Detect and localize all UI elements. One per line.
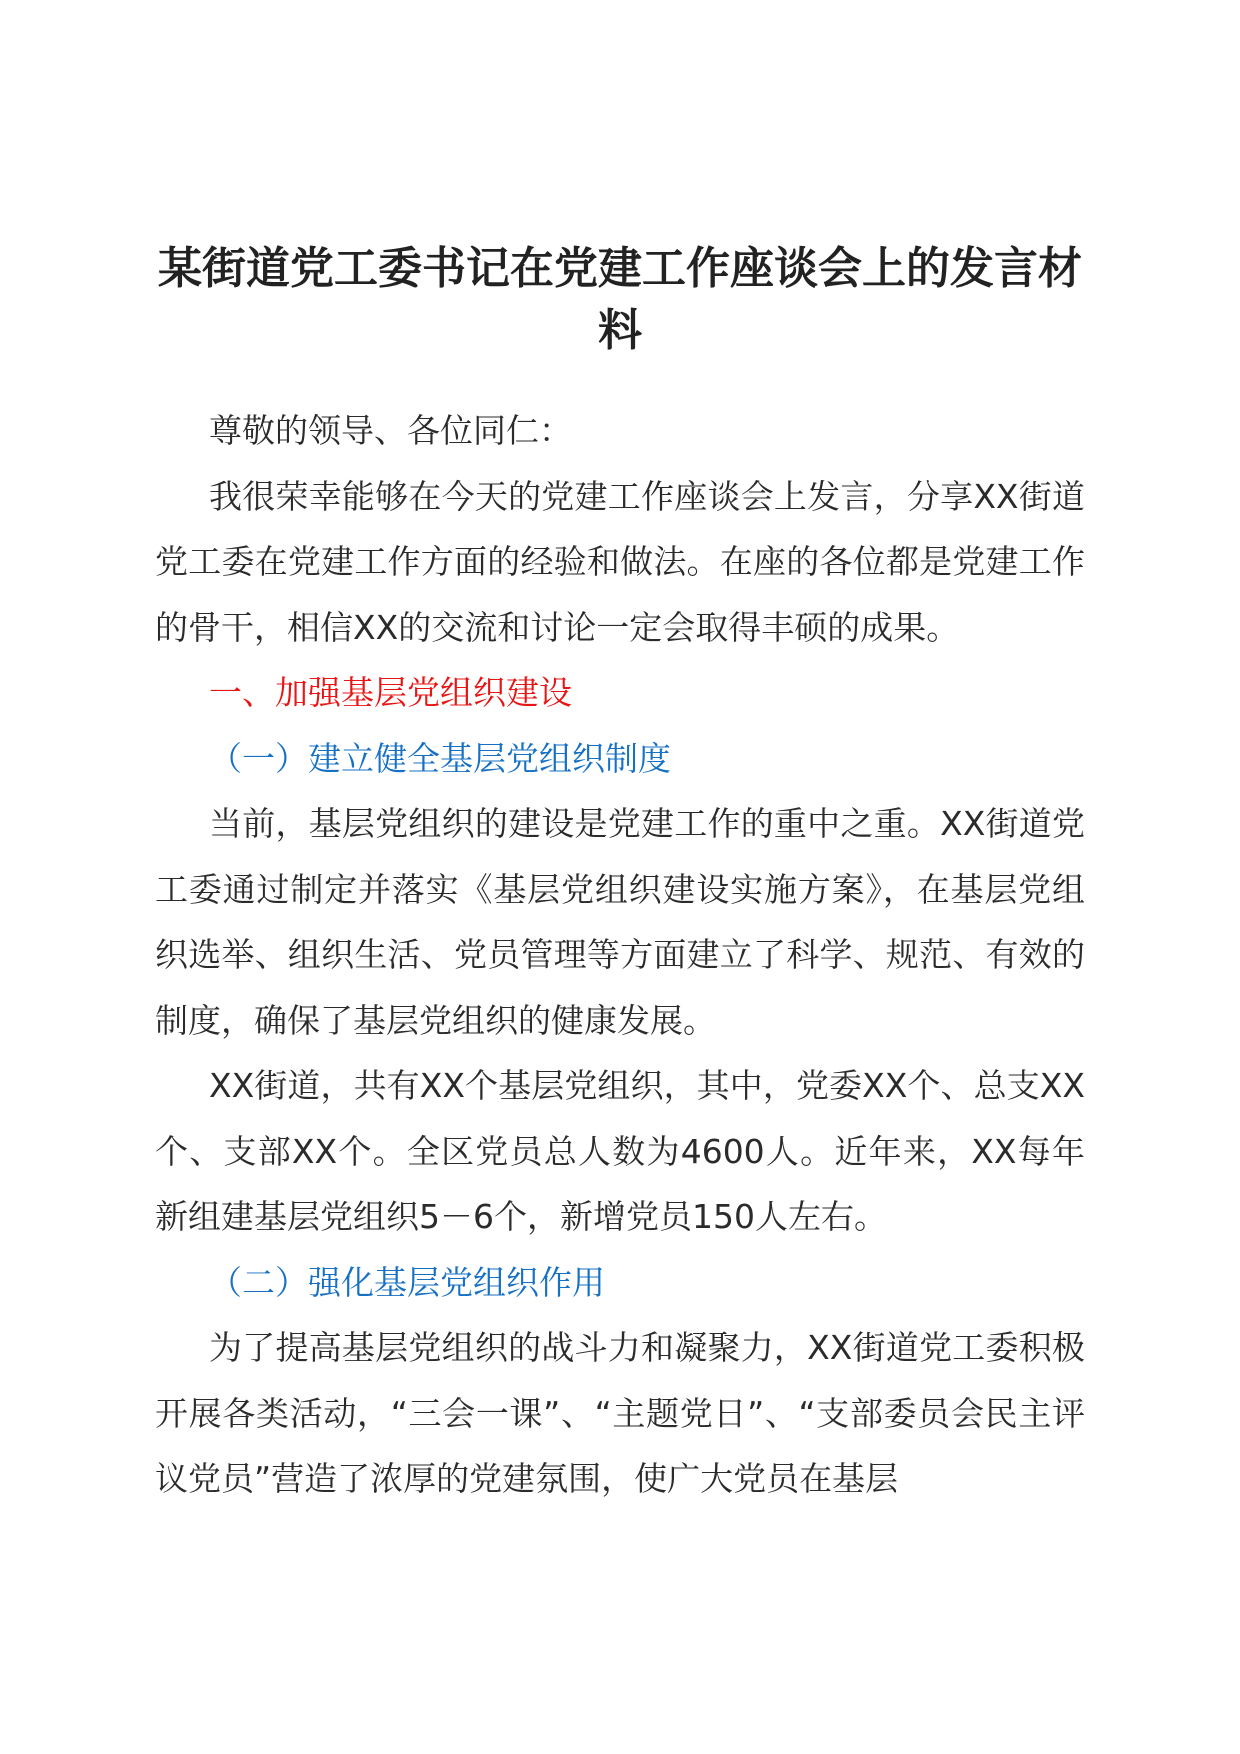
paragraph-3: 为了提高基层党组织的战斗力和凝聚力，XX街道党工委积极开展各类活动，“三会一课”、“主题党日”、“支部委员会民主评议党员”营造了浓厚的党建氛围，使广大党员在基层 [155, 1328, 1085, 1498]
subsection-heading-2: （二）强化基层党组织作用 [209, 1262, 605, 1302]
section-heading-1: 一、加强基层党组织建设 [209, 673, 572, 712]
paragraph-1: 当前，基层党组织的建设是党建工作的重中之重。XX街道党工委通过制定并落实《基层党组织建设实施方案》，在基层党组织选举、组织生活、党员管理等方面建立了科学、规范、有效的制度，确保了基层党组织的健康发展。 [155, 804, 1085, 1040]
document-body [155, 398, 1085, 1512]
subsection-heading-1: （一）建立健全基层党组织制度 [209, 738, 671, 778]
paragraph-2: XX街道，共有XX个基层党组织，其中，党委XX个、总支XX个、支部XX个。全区党员总人数为4600人。近年来，XX每年新组建基层党组织5－6个，新增党员150人左右。 [155, 1066, 1085, 1236]
salutation: 尊敬的领导、各位同仁： [209, 411, 572, 450]
document-title: 某街道党工委书记在党建工作座谈会上的发言材料 [158, 243, 1082, 356]
intro-paragraph: 我很荣幸能够在今天的党建工作座谈会上发言，分享XX街道党工委在党建工作方面的经验和做法。在座的各位都是党建工作的骨干，相信XX的交流和讨论一定会取得丰硕的成果。 [155, 476, 1085, 647]
